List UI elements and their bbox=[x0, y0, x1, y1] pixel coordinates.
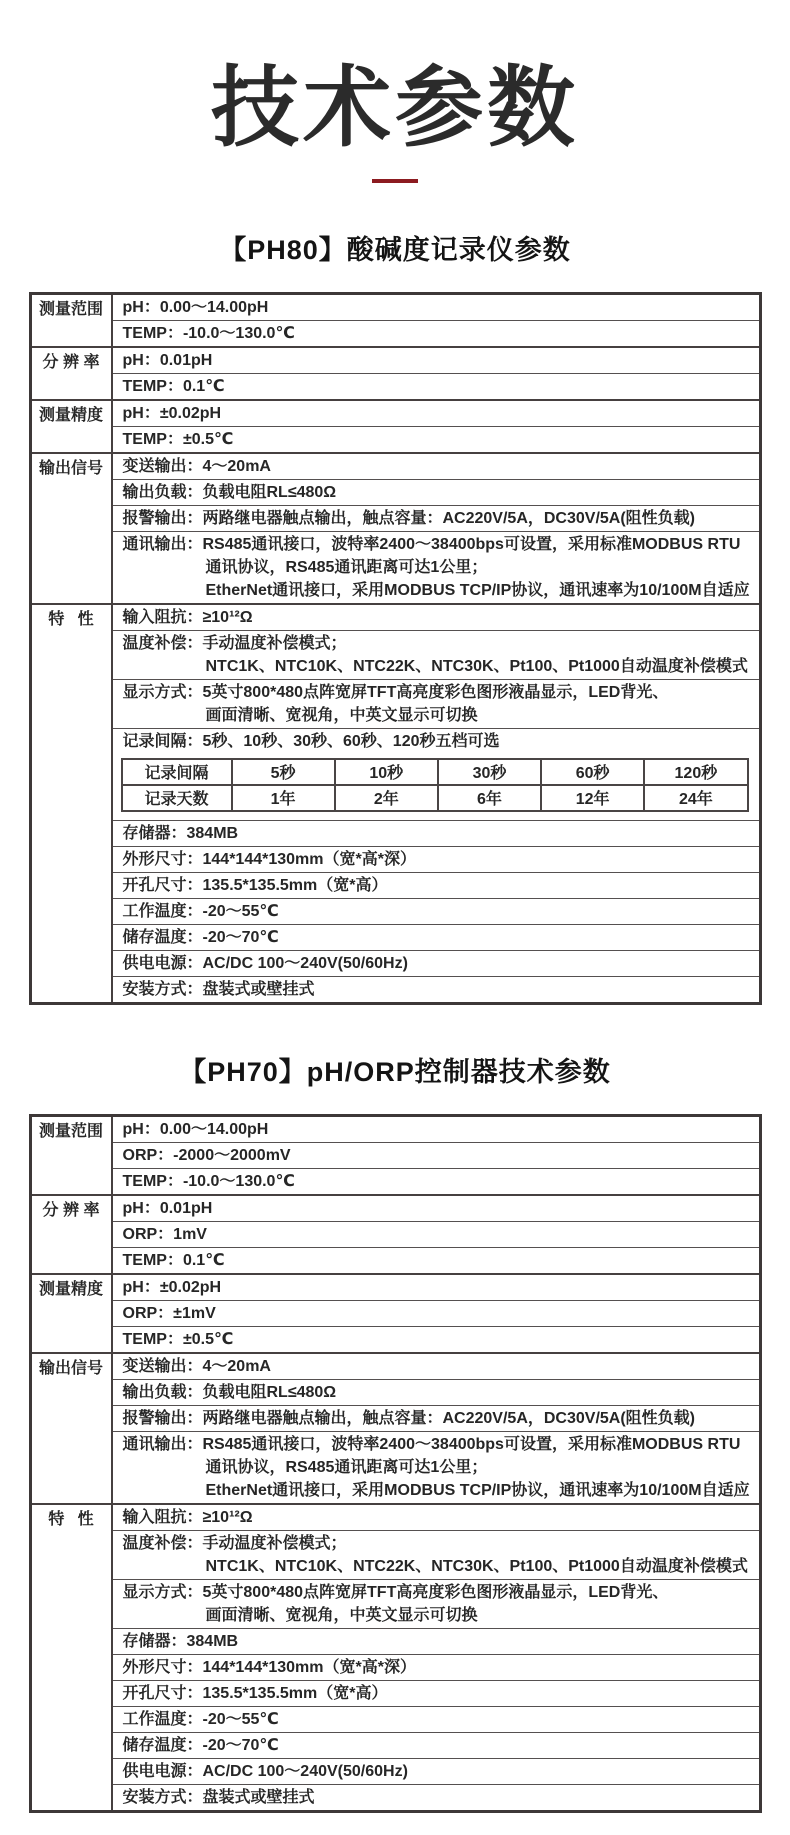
group-rows bbox=[113, 1354, 759, 1503]
table-row bbox=[113, 1379, 759, 1405]
table-row bbox=[113, 1680, 759, 1706]
group-label: 特 性 bbox=[32, 605, 113, 1002]
spec-text: 通讯协议，RS485通讯距离可达1公里； bbox=[205, 558, 488, 576]
table-group bbox=[32, 1503, 759, 1810]
group-rows bbox=[113, 1117, 759, 1194]
record-table-cell: 记录间隔 bbox=[122, 759, 232, 785]
table-row bbox=[113, 1196, 759, 1221]
table-row bbox=[113, 1405, 759, 1431]
spec-text: 开孔尺寸：135.5*135.5mm（宽*高） bbox=[122, 1684, 388, 1702]
table-row bbox=[113, 976, 759, 1002]
table-group bbox=[32, 1352, 759, 1503]
spec-text: pH：0.00～14.00pH bbox=[122, 298, 269, 316]
page-title: 技术参数 bbox=[210, 58, 579, 157]
table-row bbox=[113, 401, 759, 426]
spec-text: EtherNet通讯接口，采用MODBUS TCP/IP协议，通讯速率为10/100M自适应 bbox=[205, 581, 750, 599]
group-rows bbox=[113, 295, 759, 346]
spec-text: 外形尺寸：144*144*130mm（宽*高*深） bbox=[122, 1658, 416, 1676]
table-row bbox=[113, 1300, 759, 1326]
spec-text: pH：0.00～14.00pH bbox=[122, 1120, 269, 1138]
spec-text: 温度补偿：手动温度补偿模式； bbox=[122, 634, 347, 652]
table-group bbox=[32, 295, 759, 346]
table-group bbox=[32, 399, 759, 452]
spec-text: ORP：1mV bbox=[122, 1225, 207, 1243]
section-title-ph70: 【PH70】pH/ORP控制器技术参数 bbox=[179, 1056, 611, 1087]
table-row bbox=[113, 1530, 759, 1579]
table-row bbox=[113, 1354, 759, 1379]
group-label: 测量范围 bbox=[32, 295, 113, 346]
table-row bbox=[113, 1142, 759, 1168]
spec-text: 通讯输出：RS485通讯接口，波特率2400～38400bps可设置，采用标准MODBUS RTU bbox=[122, 1435, 741, 1453]
record-table-cell: 30秒 bbox=[438, 759, 541, 785]
spec-text: ORP：-2000～2000mV bbox=[122, 1146, 291, 1164]
table-row bbox=[113, 728, 759, 820]
table-row bbox=[113, 454, 759, 479]
spec-text: 供电电源：AC/DC 100～240V(50/60Hz) bbox=[122, 954, 408, 972]
table-row bbox=[113, 1275, 759, 1300]
record-table-row bbox=[122, 759, 748, 785]
group-rows bbox=[113, 1275, 759, 1352]
group-label: 分 辨 率 bbox=[32, 348, 113, 399]
spec-text: 温度补偿：手动温度补偿模式； bbox=[122, 1534, 347, 1552]
record-interval-table bbox=[121, 758, 749, 812]
section-ph80 bbox=[0, 235, 790, 1005]
table-row bbox=[113, 679, 759, 728]
spec-text: 报警输出：两路继电器触点输出，触点容量：AC220V/5A，DC30V/5A(阻性负载) bbox=[122, 509, 696, 527]
group-label: 特 性 bbox=[32, 1505, 113, 1810]
spec-text: EtherNet通讯接口，采用MODBUS TCP/IP协议，通讯速率为10/100M自适应 bbox=[205, 1481, 750, 1499]
spec-text: 工作温度：-20～55℃ bbox=[122, 902, 279, 920]
table-group bbox=[32, 1194, 759, 1273]
group-label: 测量精度 bbox=[32, 1275, 113, 1352]
spec-text: 存储器：384MB bbox=[122, 1632, 239, 1650]
spec-text: TEMP：0.1℃ bbox=[122, 377, 225, 395]
spec-text: 储存温度：-20～70℃ bbox=[122, 1736, 279, 1754]
table-row bbox=[113, 1579, 759, 1628]
table-row bbox=[113, 630, 759, 679]
table-group bbox=[32, 346, 759, 399]
record-table-row bbox=[122, 785, 748, 811]
spec-text: NTC1K、NTC10K、NTC22K、NTC30K、Pt100、Pt1000自动温度补偿模式 bbox=[205, 1557, 748, 1575]
spec-text: 画面清晰、宽视角，中英文显示可切换 bbox=[205, 1606, 478, 1624]
table-row bbox=[113, 426, 759, 452]
table-row bbox=[113, 950, 759, 976]
spec-text: 安装方式：盘装式或壁挂式 bbox=[122, 1788, 315, 1806]
table-row bbox=[113, 1326, 759, 1352]
spec-text: 工作温度：-20～55℃ bbox=[122, 1710, 279, 1728]
table-row bbox=[113, 1732, 759, 1758]
spec-text: 外形尺寸：144*144*130mm（宽*高*深） bbox=[122, 850, 416, 868]
record-table-cell: 10秒 bbox=[335, 759, 438, 785]
spec-text: 报警输出：两路继电器触点输出，触点容量：AC220V/5A，DC30V/5A(阻性负载) bbox=[122, 1409, 696, 1427]
table-row bbox=[113, 1758, 759, 1784]
table-row bbox=[113, 1654, 759, 1680]
record-table-cell: 120秒 bbox=[644, 759, 747, 785]
record-table-cell: 2年 bbox=[335, 785, 438, 811]
spec-text: pH：±0.02pH bbox=[122, 404, 222, 422]
spec-text: 存储器：384MB bbox=[122, 824, 239, 842]
title-divider bbox=[372, 179, 418, 183]
table-row bbox=[113, 1784, 759, 1810]
spec-text: TEMP：-10.0～130.0℃ bbox=[122, 324, 295, 342]
table-row bbox=[113, 479, 759, 505]
table-row bbox=[113, 1431, 759, 1503]
group-rows bbox=[113, 605, 759, 1002]
group-rows bbox=[113, 348, 759, 399]
table-row bbox=[113, 605, 759, 630]
spec-text: pH：0.01pH bbox=[122, 351, 213, 369]
spec-text: 变送输出：4～20mA bbox=[122, 457, 271, 475]
record-table-cell: 24年 bbox=[644, 785, 747, 811]
record-table-cell: 60秒 bbox=[541, 759, 644, 785]
spec-text: 储存温度：-20～70℃ bbox=[122, 928, 279, 946]
table-group bbox=[32, 1273, 759, 1352]
spec-text: TEMP：±0.5℃ bbox=[122, 1330, 234, 1348]
spec-text: 通讯输出：RS485通讯接口，波特率2400～38400bps可设置，采用标准MODBUS RTU bbox=[122, 535, 741, 553]
spec-table-ph70 bbox=[29, 1114, 762, 1813]
record-table-cell: 5秒 bbox=[232, 759, 335, 785]
spec-text: 开孔尺寸：135.5*135.5mm（宽*高） bbox=[122, 876, 388, 894]
spec-text: 通讯协议，RS485通讯距离可达1公里； bbox=[205, 1458, 488, 1476]
record-table-cell: 6年 bbox=[438, 785, 541, 811]
table-row bbox=[113, 1247, 759, 1273]
table-row bbox=[113, 348, 759, 373]
section-title-ph80: 【PH80】酸碱度记录仪参数 bbox=[219, 234, 571, 265]
spec-text: pH：±0.02pH bbox=[122, 1278, 222, 1296]
record-table-cell: 1年 bbox=[232, 785, 335, 811]
spec-text: TEMP：-10.0～130.0℃ bbox=[122, 1172, 295, 1190]
table-row bbox=[113, 1168, 759, 1194]
table-row bbox=[113, 1628, 759, 1654]
spec-text: 输出负载：负载电阻RL≤480Ω bbox=[122, 483, 337, 501]
table-row bbox=[113, 531, 759, 603]
record-table-cell: 12年 bbox=[541, 785, 644, 811]
group-rows bbox=[113, 1196, 759, 1273]
spec-text: NTC1K、NTC10K、NTC22K、NTC30K、Pt100、Pt1000自动温度补偿模式 bbox=[205, 657, 748, 675]
group-rows bbox=[113, 1505, 759, 1810]
record-table-cell: 记录天数 bbox=[122, 785, 232, 811]
spec-table-ph80 bbox=[29, 292, 762, 1005]
spec-text: 安装方式：盘装式或壁挂式 bbox=[122, 980, 315, 998]
section-ph70 bbox=[0, 1057, 790, 1813]
spec-text: pH：0.01pH bbox=[122, 1199, 213, 1217]
table-group bbox=[32, 603, 759, 1002]
spec-text: 输入阻抗：≥10¹²Ω bbox=[122, 608, 253, 626]
group-label: 分 辨 率 bbox=[32, 1196, 113, 1273]
spec-text: ORP：±1mV bbox=[122, 1304, 216, 1322]
table-row bbox=[113, 846, 759, 872]
spec-text: 变送输出：4～20mA bbox=[122, 1357, 271, 1375]
group-rows bbox=[113, 401, 759, 452]
group-rows bbox=[113, 454, 759, 603]
table-row bbox=[113, 1706, 759, 1732]
table-group bbox=[32, 452, 759, 603]
table-row bbox=[113, 1221, 759, 1247]
table-row bbox=[113, 898, 759, 924]
table-row bbox=[113, 1117, 759, 1142]
table-row bbox=[113, 295, 759, 320]
group-label: 测量精度 bbox=[32, 401, 113, 452]
table-row bbox=[113, 373, 759, 399]
spec-text: 输出负载：负载电阻RL≤480Ω bbox=[122, 1383, 337, 1401]
spec-text: TEMP：±0.5℃ bbox=[122, 430, 234, 448]
table-row bbox=[113, 820, 759, 846]
spec-text: 显示方式：5英寸800*480点阵宽屏TFT高亮度彩色图形液晶显示，LED背光、 bbox=[122, 683, 669, 701]
spec-text: 输入阻抗：≥10¹²Ω bbox=[122, 1508, 253, 1526]
spec-text: 供电电源：AC/DC 100～240V(50/60Hz) bbox=[122, 1762, 408, 1780]
table-group bbox=[32, 1117, 759, 1194]
spec-text: 记录间隔：5秒、10秒、30秒、60秒、120秒五档可选 bbox=[122, 732, 500, 750]
spec-text: TEMP：0.1℃ bbox=[122, 1251, 225, 1269]
group-label: 测量范围 bbox=[32, 1117, 113, 1194]
table-row bbox=[113, 505, 759, 531]
group-label: 输出信号 bbox=[32, 1354, 113, 1503]
group-label: 输出信号 bbox=[32, 454, 113, 603]
table-row bbox=[113, 1505, 759, 1530]
table-row bbox=[113, 924, 759, 950]
spec-text: 显示方式：5英寸800*480点阵宽屏TFT高亮度彩色图形液晶显示，LED背光、 bbox=[122, 1583, 669, 1601]
spec-text: 画面清晰、宽视角，中英文显示可切换 bbox=[205, 706, 478, 724]
table-row bbox=[113, 320, 759, 346]
table-row bbox=[113, 872, 759, 898]
